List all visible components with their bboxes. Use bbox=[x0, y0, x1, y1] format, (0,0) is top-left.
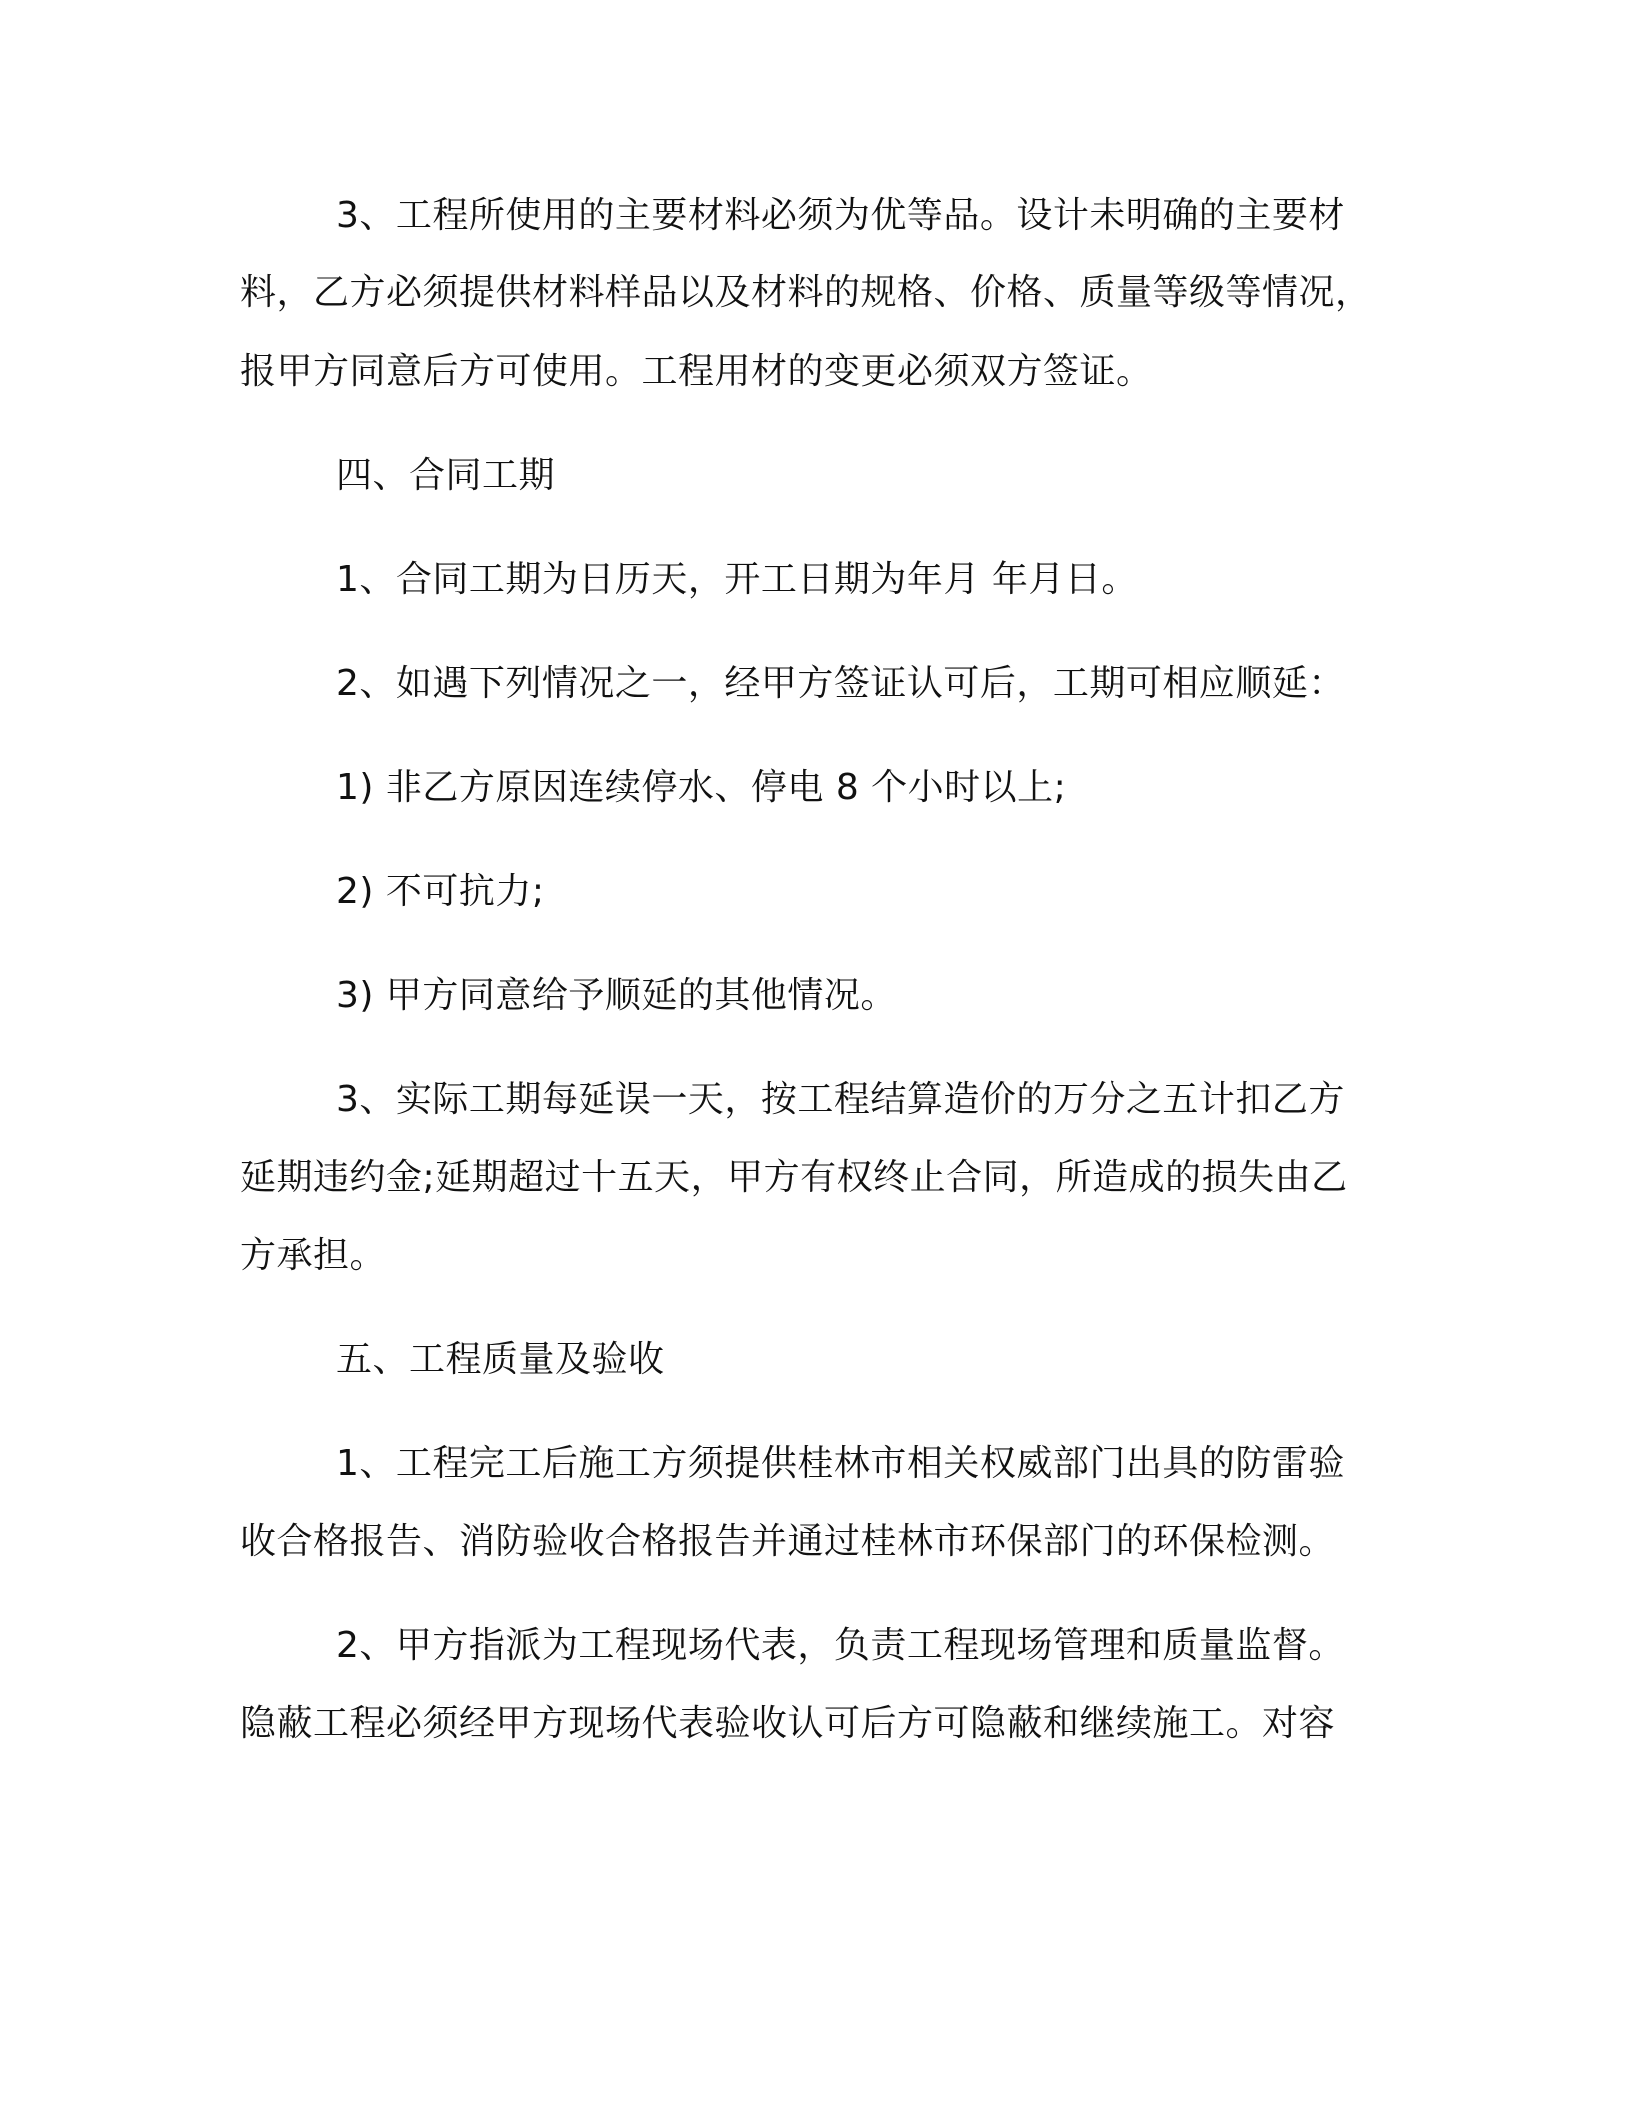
section-heading: 四、合同工期 bbox=[336, 455, 556, 496]
text-line: 1、工程完工后施工方须提供桂林市相关权威部门出具的防雷验 bbox=[336, 1443, 1345, 1484]
section-heading: 五、工程质量及验收 bbox=[336, 1339, 665, 1380]
list-item: 2) 不可抗力; bbox=[336, 871, 545, 912]
list-item: 3) 甲方同意给予顺延的其他情况。 bbox=[336, 975, 897, 1016]
text-line: 2、甲方指派为工程现场代表，负责工程现场管理和质量监督。 bbox=[336, 1625, 1345, 1666]
text-line: 3、实际工期每延误一天，按工程结算造价的万分之五计扣乙方 bbox=[336, 1079, 1345, 1120]
text-line: 料，乙方必须提供材料样品以及材料的规格、价格、质量等级等情况， bbox=[240, 272, 1372, 313]
text-line: 收合格报告、消防验收合格报告并通过桂林市环保部门的环保检测。 bbox=[240, 1521, 1336, 1562]
text-line: 隐蔽工程必须经甲方现场代表验收认可后方可隐蔽和继续施工。对容 bbox=[240, 1703, 1336, 1744]
text-line: 方承担。 bbox=[240, 1235, 387, 1276]
text-line: 1、合同工期为日历天，开工日期为年月 年月日。 bbox=[336, 559, 1138, 600]
list-item: 1) 非乙方原因连续停水、停电 8 个小时以上; bbox=[336, 767, 1067, 808]
text-line: 2、如遇下列情况之一，经甲方签证认可后，工期可相应顺延： bbox=[336, 663, 1345, 704]
text-line: 报甲方同意后方可使用。工程用材的变更必须双方签证。 bbox=[240, 351, 1153, 392]
text-line: 3、工程所使用的主要材料必须为优等品。设计未明确的主要材 bbox=[336, 195, 1345, 236]
text-line: 延期违约金;延期超过十五天，甲方有权终止合同，所造成的损失由乙 bbox=[240, 1157, 1348, 1198]
